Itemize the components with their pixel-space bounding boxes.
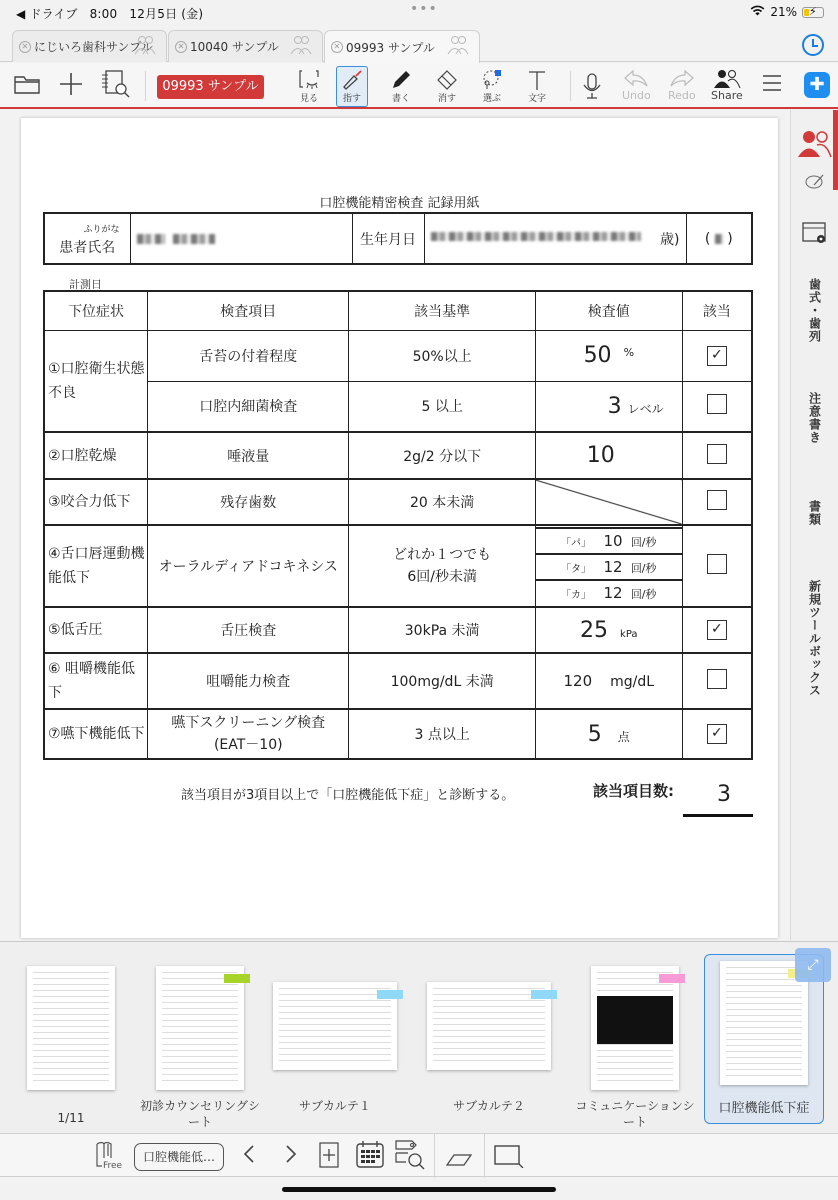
microphone-button[interactable] xyxy=(582,72,602,100)
item-cell: 嚥下スクリーニング検査 (EAT－10) xyxy=(148,709,349,759)
comment-edit-button[interactable] xyxy=(791,172,838,190)
free-book-button[interactable] xyxy=(94,1140,124,1175)
thumbnail-page-1[interactable]: 1/11 xyxy=(11,960,131,1126)
app-logo-icon[interactable]: ✚ xyxy=(804,72,830,98)
crop-view-button[interactable] xyxy=(494,1144,524,1173)
history-clock-icon[interactable] xyxy=(802,34,824,56)
add-page-icon xyxy=(319,1142,339,1168)
table-header-row xyxy=(44,291,752,330)
table-row xyxy=(44,709,752,759)
close-tab-icon[interactable]: ✕ xyxy=(331,41,343,53)
battery-icon: ⚡ xyxy=(802,7,824,18)
measure-date-label: 計測日 xyxy=(69,278,102,291)
patient-name-value xyxy=(130,213,352,264)
tab-label: にじいろ歯科サンプル xyxy=(34,40,153,54)
thumbnail-oral-hypofunction[interactable]: 口腔機能低下症 xyxy=(704,954,824,1124)
checkbox-checked[interactable]: ✓ xyxy=(707,620,727,640)
document-select[interactable]: 口腔機能低… xyxy=(134,1143,224,1171)
col-header: 下位症状 xyxy=(44,291,148,330)
patient-info-button[interactable] xyxy=(791,130,838,158)
window-gear-icon xyxy=(802,222,828,246)
table-row xyxy=(44,330,752,381)
people-icon xyxy=(290,35,312,58)
share-button[interactable]: Share xyxy=(711,69,743,102)
item-cell: 口腔内細菌検査 xyxy=(148,381,349,432)
book-icon xyxy=(94,1140,124,1170)
value-cell[interactable]: 3 レベル xyxy=(535,381,682,432)
redo-button[interactable]: Redo xyxy=(668,69,696,102)
col-header: 検査項目 xyxy=(148,291,349,330)
diadochokinesis-values xyxy=(535,525,682,607)
document-search-icon xyxy=(100,69,132,99)
eraser-icon xyxy=(436,69,458,91)
sub-row-ta[interactable]: 「タ」 12 回/秒 xyxy=(536,554,682,580)
patient-header-table xyxy=(43,212,753,265)
chevron-right-icon xyxy=(284,1143,298,1165)
col-header: 該当 xyxy=(682,291,752,330)
status-left[interactable] xyxy=(16,5,203,22)
criteria-cell: 2g/2 分以下 xyxy=(349,432,536,479)
menu-button[interactable] xyxy=(762,73,782,93)
main-toolbar xyxy=(0,63,838,109)
checkbox-cell[interactable] xyxy=(682,381,752,432)
item-cell: オーラルディアドコキネシス xyxy=(148,525,349,607)
thumbnail-subchart-2[interactable]: サブカルテ２ xyxy=(420,960,558,1114)
text-icon xyxy=(526,69,548,91)
col-header: 検査値 xyxy=(535,291,682,330)
checkbox-cell[interactable] xyxy=(682,479,752,525)
settings-window-button[interactable] xyxy=(791,222,838,246)
tab-10040[interactable] xyxy=(168,30,323,62)
color-tag xyxy=(224,974,250,983)
color-tag xyxy=(531,990,557,999)
checkbox-cell[interactable] xyxy=(682,653,752,709)
item-cell: 舌苔の付着程度 xyxy=(148,330,349,381)
symptom-cell: ①口腔衛生状態不良 xyxy=(44,330,148,432)
rail-tab-new-toolbox[interactable]: 新規ツールボックス xyxy=(807,580,822,697)
home-indicator[interactable] xyxy=(282,1187,556,1192)
add-page-button[interactable] xyxy=(319,1142,339,1173)
tab-nijiiro[interactable] xyxy=(12,30,167,62)
col-header: 該当基準 xyxy=(349,291,536,330)
close-tab-icon[interactable]: ✕ xyxy=(19,41,31,53)
criteria-cell: どれか１つでも 6回/秒未満 xyxy=(349,525,536,607)
calendar-icon xyxy=(356,1140,384,1168)
checkbox-cell[interactable] xyxy=(682,607,752,653)
checkbox-unchecked[interactable] xyxy=(707,669,727,689)
checkbox-unchecked[interactable] xyxy=(707,554,727,574)
item-cell: 唾液量 xyxy=(148,432,349,479)
dob-value: 歳) xyxy=(424,213,686,264)
document-page[interactable] xyxy=(21,118,778,938)
close-tab-icon[interactable]: ✕ xyxy=(175,41,187,53)
document-tabs xyxy=(0,28,838,62)
criteria-cell: 50%以上 xyxy=(349,330,536,381)
applicable-count-value[interactable]: 3 xyxy=(717,782,731,807)
item-cell: 咀嚼能力検査 xyxy=(148,653,349,709)
rail-tab-notes[interactable]: 注意書き xyxy=(807,392,822,444)
symptom-cell: ⑦嚥下機能低下 xyxy=(44,709,148,759)
table-row xyxy=(44,479,752,525)
checkbox-checked[interactable]: ✓ xyxy=(707,724,727,744)
tab-label: 10040 サンプル xyxy=(190,40,279,54)
checkbox-unchecked[interactable] xyxy=(707,394,727,414)
value-cell[interactable]: 25 kPa xyxy=(535,607,682,653)
table-row xyxy=(44,432,752,479)
examination-table xyxy=(43,290,753,760)
rail-tab-dental-chart[interactable]: 歯式・歯列 xyxy=(807,278,822,343)
text-tool-button[interactable]: 文字 xyxy=(526,69,548,104)
svg-text:Free: Free xyxy=(103,1161,123,1170)
xray-image xyxy=(597,996,673,1044)
value-cell[interactable]: 50 % xyxy=(535,330,682,381)
criteria-cell: 3 点以上 xyxy=(349,709,536,759)
checkbox-unchecked[interactable] xyxy=(707,490,727,510)
undo-button[interactable]: Undo xyxy=(622,69,651,102)
view-icon xyxy=(298,69,320,91)
wifi-icon xyxy=(750,5,765,19)
table-row xyxy=(44,525,752,607)
symptom-cell: ⑥ 咀嚼機能低下 xyxy=(44,653,148,709)
page-thumbnails xyxy=(0,941,838,1133)
thumbnail-image xyxy=(427,982,551,1070)
microphone-icon xyxy=(582,72,602,100)
next-page-button[interactable] xyxy=(284,1143,298,1170)
previous-page-button[interactable] xyxy=(242,1143,256,1170)
write-tool-button[interactable]: 書く xyxy=(390,69,412,104)
value-cell[interactable]: 120 mg/dL xyxy=(535,653,682,709)
thumbnail-image xyxy=(273,982,397,1070)
back-to-app-link[interactable]: ◀ ドライブ xyxy=(16,7,78,21)
chevron-left-icon xyxy=(242,1143,256,1165)
value-cell[interactable]: 5 点 xyxy=(535,709,682,759)
criteria-cell: 100mg/dL 未満 xyxy=(349,653,536,709)
criteria-cell: 5 以上 xyxy=(349,381,536,432)
hamburger-icon xyxy=(762,73,782,93)
dob-label: 生年月日 xyxy=(352,213,424,264)
frame-icon xyxy=(494,1144,524,1168)
checkbox-unchecked[interactable] xyxy=(707,444,727,464)
color-tag xyxy=(659,974,685,983)
patient-name-label-cell: ふりがな 患者氏名 xyxy=(44,213,130,264)
symptom-cell: ③咬合力低下 xyxy=(44,479,148,525)
tag-search-icon xyxy=(394,1138,426,1170)
color-tag xyxy=(377,990,403,999)
thumbnail-subchart-1[interactable]: サブカルテ１ xyxy=(266,960,404,1114)
select-tool-button[interactable]: 選ぶ xyxy=(481,69,503,104)
patient-badge[interactable]: 09993 サンプル xyxy=(157,75,264,99)
speech-pen-icon xyxy=(804,172,826,190)
tab-label: 09993 サンプル xyxy=(346,40,435,55)
people-icon xyxy=(798,130,832,158)
criteria-cell: 30kPa 未満 xyxy=(349,607,536,653)
sub-row-ka[interactable]: 「カ」 12 回/秒 xyxy=(536,580,682,606)
shape-tool-button[interactable] xyxy=(446,1148,472,1172)
erase-tool-button[interactable]: 消す xyxy=(436,69,458,104)
status-time: 8:00 xyxy=(89,7,118,21)
item-cell: 舌圧検査 xyxy=(148,607,349,653)
tag-search-button[interactable] xyxy=(394,1138,426,1175)
parallelogram-icon xyxy=(446,1153,472,1167)
rail-tab-documents[interactable]: 書類 xyxy=(807,500,822,526)
people-icon xyxy=(447,35,469,58)
item-cell: 残存歯数 xyxy=(148,479,349,525)
status-bar xyxy=(0,0,838,26)
applicable-count-label: 該当項目数: xyxy=(593,782,674,800)
document-search-button[interactable] xyxy=(100,69,132,99)
laser-pointer-icon xyxy=(341,69,363,91)
expand-thumbnails-button[interactable]: ⤢ xyxy=(795,948,831,982)
status-date: 12月5日 (金) xyxy=(129,7,204,21)
diagnosis-note: 該当項目が3項目以上で「口腔機能低下症」と診断する。 xyxy=(181,788,515,803)
thumbnail-counseling-sheet[interactable]: 初診カウンセリングシート xyxy=(140,960,260,1130)
thumbnail-image xyxy=(156,966,244,1090)
undo-icon xyxy=(623,69,649,89)
bottom-toolbar xyxy=(0,1133,838,1177)
checkbox-cell[interactable] xyxy=(682,432,752,479)
checkbox-cell[interactable] xyxy=(682,525,752,607)
value-cell[interactable]: 10 xyxy=(535,432,682,479)
lasso-icon xyxy=(481,69,503,91)
value-cell-na xyxy=(535,479,682,525)
people-icon xyxy=(134,35,156,58)
criteria-cell: 20 本未満 xyxy=(349,479,536,525)
multitasking-dots[interactable]: ••• xyxy=(410,1,438,17)
sub-row-pa[interactable]: 「パ」 10 回/秒 xyxy=(536,528,682,554)
battery-percent: 21% xyxy=(770,5,797,19)
thumbnail-communication-sheet[interactable]: コミュニケーションシート xyxy=(575,960,695,1130)
thumbnail-image xyxy=(591,966,679,1090)
document-title: 口腔機能精密検査 記録用紙 xyxy=(319,196,480,211)
plus-icon xyxy=(58,71,84,97)
right-sidebar xyxy=(790,110,838,940)
share-people-icon xyxy=(713,69,741,89)
symptom-cell: ④舌口唇運動機能低下 xyxy=(44,525,148,607)
checkbox-cell[interactable] xyxy=(682,330,752,381)
symptom-cell: ②口腔乾燥 xyxy=(44,432,148,479)
pen-icon xyxy=(390,69,412,91)
view-tool-button[interactable]: 見る xyxy=(298,69,320,104)
folder-button[interactable] xyxy=(14,73,40,95)
table-row xyxy=(44,653,752,709)
table-row xyxy=(44,381,752,432)
folder-icon xyxy=(14,73,40,95)
calendar-button[interactable] xyxy=(356,1140,384,1173)
symptom-cell: ⑤低舌圧 xyxy=(44,607,148,653)
sex-value: ( ) xyxy=(686,213,752,264)
tab-09993[interactable] xyxy=(324,30,480,63)
table-row xyxy=(44,607,752,653)
checkbox-checked[interactable]: ✓ xyxy=(707,346,727,366)
thumbnail-image xyxy=(27,966,115,1090)
checkbox-cell[interactable] xyxy=(682,709,752,759)
add-button[interactable] xyxy=(58,71,84,97)
point-tool-button[interactable]: 指す xyxy=(336,66,368,107)
count-underline xyxy=(683,814,753,817)
redo-icon xyxy=(669,69,695,89)
